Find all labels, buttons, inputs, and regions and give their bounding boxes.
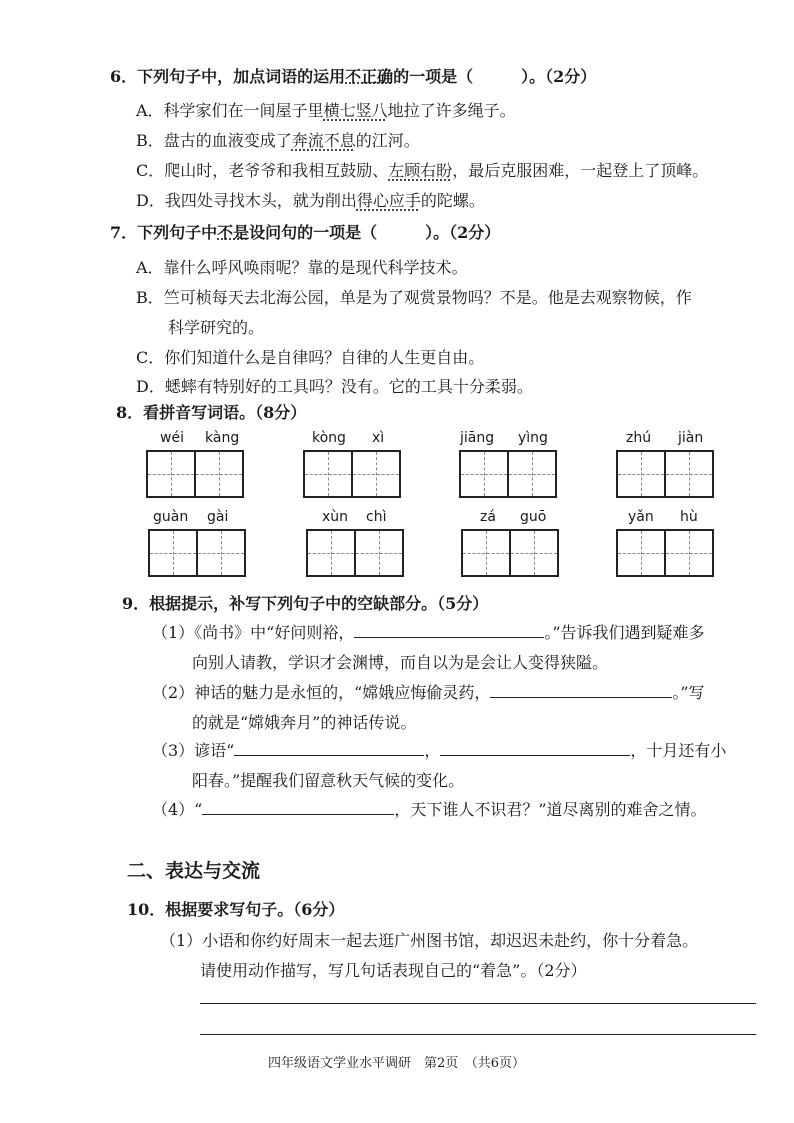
pinyin: yìng xyxy=(518,430,548,446)
q6-stem xyxy=(110,64,596,87)
q9-item-3-line2: 阳春。”提醒我们留意秋天气候的变化。 xyxy=(192,771,465,790)
pinyin: jiàn xyxy=(678,430,704,446)
dotted-word: 左顾右盼 xyxy=(388,161,453,180)
q6-option-b xyxy=(136,128,420,151)
fill-blank[interactable] xyxy=(490,681,672,698)
q9-item-2-line1 xyxy=(152,680,705,703)
q10-item-1-line1: （1）小语和你约好周末一起去逛广州图书馆，却迟迟未赴约，你十分着急。 xyxy=(160,931,699,950)
dotted-word: 得心应手 xyxy=(356,191,421,210)
writing-grid[interactable] xyxy=(616,529,714,577)
fill-blank[interactable] xyxy=(354,621,544,638)
q7-option-b-line2: 科学研究的。 xyxy=(168,318,265,337)
q6-option-a xyxy=(136,98,516,121)
pinyin: guàn xyxy=(153,509,189,525)
writing-grid[interactable] xyxy=(459,450,557,498)
pinyin: hù xyxy=(680,509,698,525)
writing-grid[interactable] xyxy=(146,450,244,498)
fill-blank[interactable] xyxy=(202,798,394,815)
q6-stem-part: ）。（2分） xyxy=(521,67,597,86)
item-text: 。”告诉我们遇到疑难多 xyxy=(544,623,705,642)
page-footer: 四年级语文学业水平调研 第2页 （共6页） xyxy=(268,1056,526,1071)
pinyin: jiāng xyxy=(460,430,495,446)
q9-item-3-line1 xyxy=(152,738,726,761)
q7-option-a: A．靠什么呼风唤雨呢？靠的是现代科学技术。 xyxy=(136,258,468,277)
pinyin: xùn xyxy=(322,509,349,525)
pinyin: chì xyxy=(366,509,387,525)
q10-item-1-line2: 请使用动作描写，写几句话表现自己的“着急”。（2分） xyxy=(200,961,587,980)
item-text: （4）“ xyxy=(152,800,203,819)
answer-line[interactable] xyxy=(200,1003,756,1004)
pinyin: kàng xyxy=(205,430,240,446)
item-text: （2）神话的魅力是永恒的，“嫦娥应悔偷灵药， xyxy=(152,683,491,702)
q6-option-d xyxy=(136,188,485,211)
dotted-word: 横七竖八 xyxy=(323,101,388,120)
option-text: 的陀螺。 xyxy=(420,191,485,210)
q9-stem: 9．根据提示，补写下列句子中的空缺部分。（5分） xyxy=(122,594,489,613)
item-text: ， xyxy=(424,741,441,760)
q9-item-4 xyxy=(152,797,707,820)
q7-stem-part: ）。（2分） xyxy=(425,223,501,242)
pinyin: kòng xyxy=(312,430,346,446)
option-text: 地拉了许多绳子。 xyxy=(387,101,516,120)
item-text: （1）《尚书》中“好问则裕， xyxy=(152,623,355,642)
pinyin: guō xyxy=(520,509,547,525)
q7-option-b-line1: B．竺可桢每天去北海公园，单是为了观赏景物吗？不是。他是去观察物候，作 xyxy=(136,288,692,307)
q7-stem-part: 7．下列句子中 xyxy=(110,223,218,242)
q6-stem-emphasis: 不正确 xyxy=(345,67,394,86)
q7-stem-emphasis: 不是 xyxy=(217,223,250,242)
dotted-word: 奔流不息 xyxy=(291,131,356,150)
pinyin: yǎn xyxy=(628,509,654,525)
q8-stem: 8．看拼音写词语。（8分） xyxy=(116,403,307,422)
q6-stem-part: 6．下列句子中，加点词语的运用 xyxy=(110,67,346,86)
q9-item-2-line2: 的就是“嫦娥奔月”的神话传说。 xyxy=(192,713,417,732)
pinyin: zhú xyxy=(626,430,652,446)
q7-stem xyxy=(110,220,500,243)
pinyin: gài xyxy=(207,509,229,525)
section-title: 二、表达与交流 xyxy=(127,860,261,882)
fill-blank[interactable] xyxy=(234,739,424,756)
q7-stem-part: 设问句的一项是（ xyxy=(249,223,378,242)
writing-grid[interactable] xyxy=(306,529,404,577)
item-text: ，十月还有小 xyxy=(630,741,727,760)
q10-stem: 10．根据要求写句子。（6分） xyxy=(127,900,345,919)
writing-grid[interactable] xyxy=(148,529,246,577)
pinyin: zá xyxy=(480,509,496,525)
option-text: ，最后克服困难，一起登上了顶峰。 xyxy=(452,161,709,180)
option-text: D．我四处寻找木头，就为削出 xyxy=(136,191,357,210)
writing-grid[interactable] xyxy=(461,529,559,577)
q6-option-c xyxy=(136,158,708,181)
q7-option-d: D．蟋蟀有特别好的工具吗？没有。它的工具十分柔弱。 xyxy=(136,377,533,396)
option-text: A．科学家们在一间屋子里 xyxy=(136,101,324,120)
option-text: B．盘古的血液变成了 xyxy=(136,131,292,150)
writing-grid[interactable] xyxy=(616,450,714,498)
item-text: （3）谚语“ xyxy=(152,741,235,760)
pinyin: xì xyxy=(372,430,385,446)
pinyin: wéi xyxy=(160,430,184,446)
item-text: 。”写 xyxy=(672,683,705,702)
writing-grid[interactable] xyxy=(303,450,401,498)
q6-stem-part: 的一项是（ xyxy=(393,67,474,86)
q9-item-1-line1 xyxy=(152,620,705,643)
q9-item-1-line2: 向别人请教，学识才会渊博，而自以为是会让人变得狭隘。 xyxy=(192,653,609,672)
option-text: 的江河。 xyxy=(355,131,420,150)
fill-blank[interactable] xyxy=(440,739,630,756)
q7-option-c: C．你们知道什么是自律吗？自律的人生更自由。 xyxy=(136,348,485,367)
option-text: C．爬山时，老爷爷和我相互鼓励、 xyxy=(136,161,389,180)
item-text: ，天下谁人不识君？”道尽离别的难舍之情。 xyxy=(394,800,707,819)
answer-line[interactable] xyxy=(200,1034,756,1035)
